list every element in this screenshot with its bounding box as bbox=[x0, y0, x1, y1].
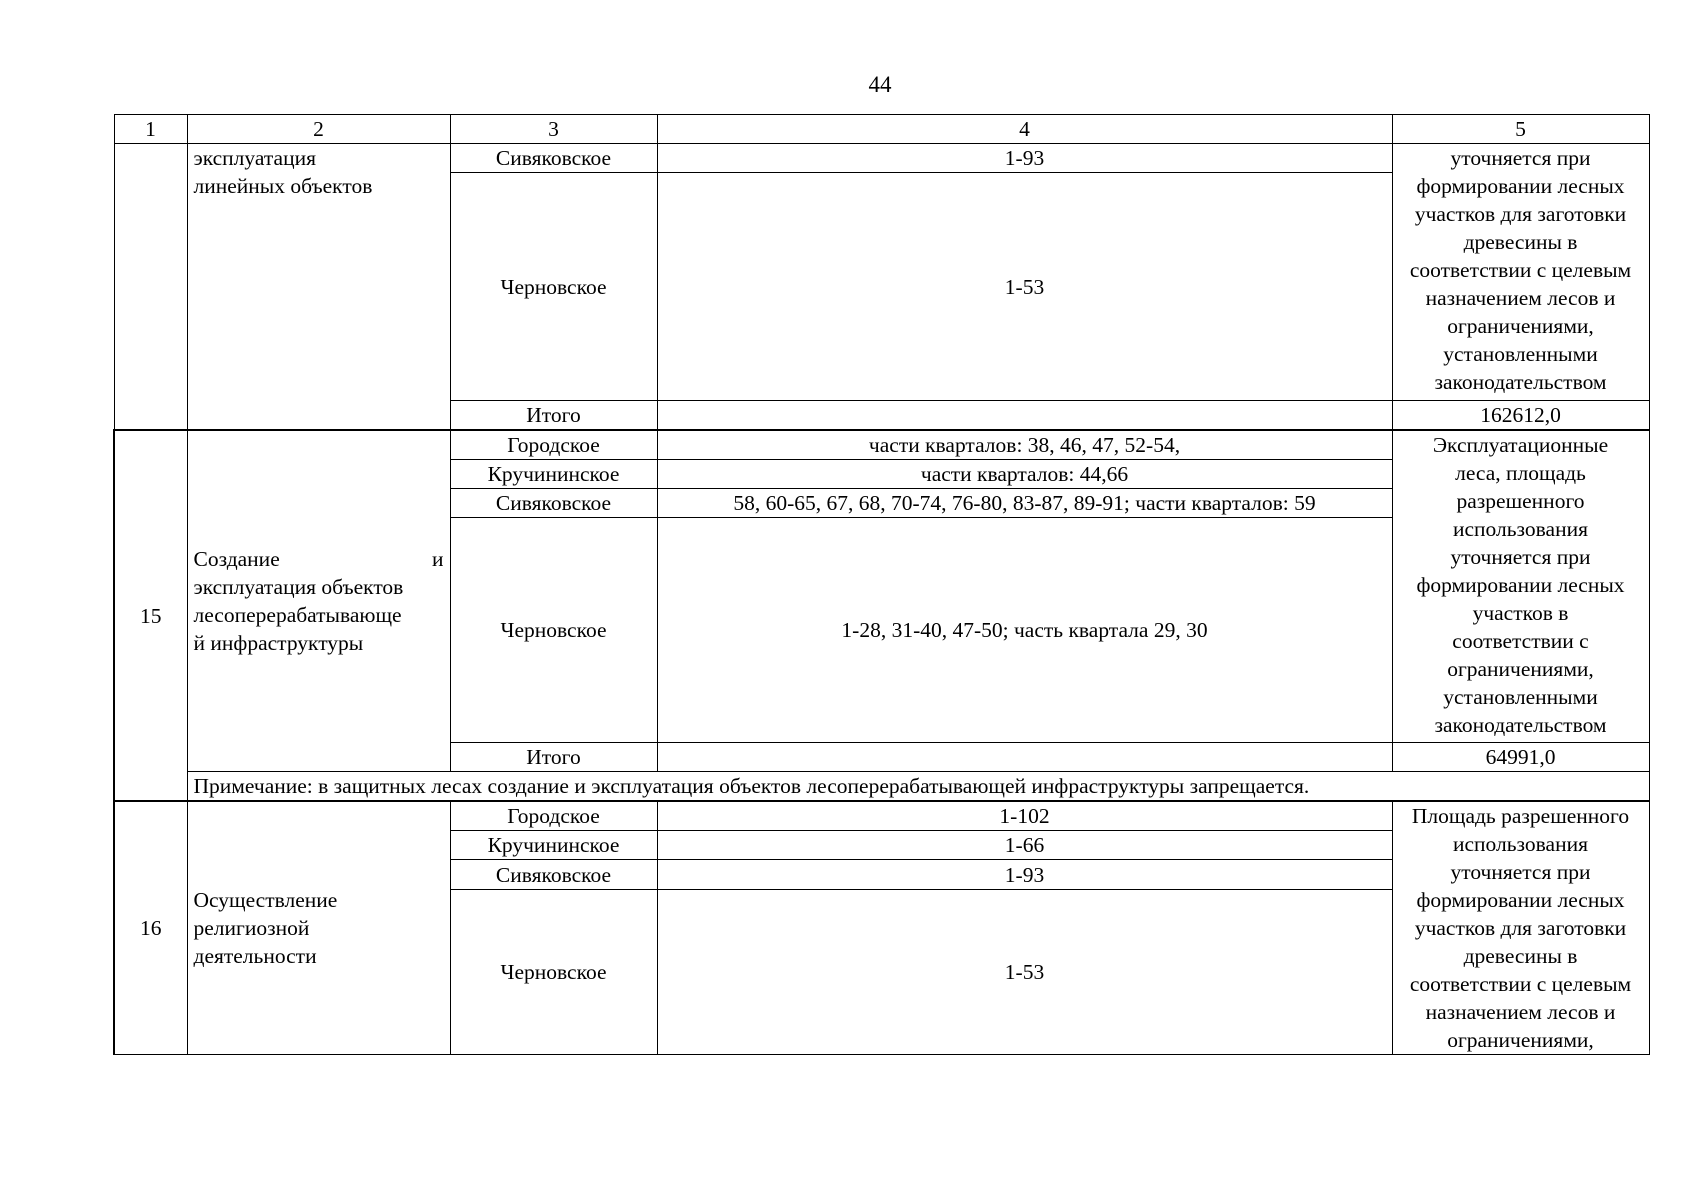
quarters-cell: 1-102 bbox=[657, 801, 1392, 831]
note-line: ограничениями, bbox=[1447, 657, 1594, 681]
note-cell bbox=[1392, 430, 1649, 743]
activity-line: Осуществление bbox=[193, 888, 338, 912]
note-line: древесины в bbox=[1463, 944, 1578, 968]
note-line: назначением лесов и bbox=[1425, 1000, 1616, 1024]
activity-cell bbox=[187, 144, 450, 431]
row-number-cell bbox=[114, 144, 187, 431]
activity-cell bbox=[187, 801, 450, 1055]
quarters-cell: части кварталов: 44,66 bbox=[657, 460, 1392, 489]
page-number: 44 bbox=[868, 72, 892, 97]
total-value: 162612,0 bbox=[1392, 401, 1649, 431]
activity-line: лесоперерабатывающе bbox=[193, 603, 402, 627]
note-line: уточняется при bbox=[1450, 860, 1591, 884]
forestry-cell: Городское bbox=[450, 430, 657, 460]
table-row bbox=[114, 801, 1649, 831]
forest-use-table bbox=[113, 114, 1650, 1055]
total-value: 64991,0 bbox=[1392, 743, 1649, 772]
quarters-cell: 1-28, 31-40, 47-50; часть квартала 29, 30 bbox=[657, 518, 1392, 743]
note-line: законодательством bbox=[1434, 713, 1607, 737]
forestry-cell: Черновское bbox=[450, 518, 657, 743]
activity-line: й инфраструктуры bbox=[193, 631, 364, 655]
forestry-cell: Черновское bbox=[450, 173, 657, 401]
header-col-1: 1 bbox=[114, 115, 187, 144]
note-cell bbox=[1392, 801, 1649, 1055]
forestry-cell: Кручининское bbox=[450, 831, 657, 860]
header-col-2: 2 bbox=[187, 115, 450, 144]
total-label: Итого bbox=[450, 401, 657, 431]
note-line: разрешенного bbox=[1456, 489, 1585, 513]
header-col-4: 4 bbox=[657, 115, 1392, 144]
note-line: участков в bbox=[1472, 601, 1569, 625]
quarters-cell: 58, 60-65, 67, 68, 70-74, 76-80, 83-87, 89-91; части кварталов: 59 bbox=[657, 489, 1392, 518]
remark-text: Примечание: в защитных лесах создание и эксплуатация объектов лесоперерабатывающей инфраструктуры запрещается. bbox=[187, 772, 1649, 802]
row-number-cell: 15 bbox=[114, 430, 187, 801]
note-line: формировании лесных bbox=[1416, 174, 1625, 198]
note-line: уточняется при bbox=[1450, 146, 1591, 170]
note-line: соответствии с bbox=[1452, 629, 1589, 653]
note-line: уточняется при bbox=[1450, 545, 1591, 569]
forestry-cell: Сивяковское bbox=[450, 144, 657, 173]
forestry-cell: Черновское bbox=[450, 889, 657, 1054]
note-line: участков для заготовки bbox=[1414, 916, 1627, 940]
note-line: установленными bbox=[1443, 685, 1598, 709]
quarters-cell: части кварталов: 38, 46, 47, 52-54, bbox=[657, 430, 1392, 460]
note-line: соответствии с целевым bbox=[1409, 972, 1632, 996]
note-line: ограничениями, bbox=[1447, 314, 1594, 338]
header-col-5: 5 bbox=[1392, 115, 1649, 144]
forestry-cell: Сивяковское bbox=[450, 489, 657, 518]
table-row bbox=[114, 430, 1649, 460]
forestry-cell: Городское bbox=[450, 801, 657, 831]
note-line: ограничениями, bbox=[1447, 1028, 1594, 1052]
table-row bbox=[114, 144, 1649, 173]
quarters-cell: 1-93 bbox=[657, 860, 1392, 889]
note-line: установленными bbox=[1443, 342, 1598, 366]
header-col-3: 3 bbox=[450, 115, 657, 144]
activity-line: эксплуатация bbox=[193, 146, 316, 170]
note-line: использования bbox=[1453, 517, 1588, 541]
quarters-cell: 1-93 bbox=[657, 144, 1392, 173]
note-line: Площадь разрешенного bbox=[1411, 804, 1630, 828]
note-line: древесины в bbox=[1463, 230, 1578, 254]
activity-first-line bbox=[194, 545, 444, 573]
note-line: использования bbox=[1453, 832, 1588, 856]
quarters-cell: 1-53 bbox=[657, 173, 1392, 401]
note-line: формировании лесных bbox=[1416, 888, 1625, 912]
activity-line: религиозной bbox=[193, 916, 310, 940]
row-number-cell: 16 bbox=[114, 801, 187, 1055]
note-line: законодательством bbox=[1434, 370, 1607, 394]
note-line: соответствии с целевым bbox=[1409, 258, 1632, 282]
activity-line: линейных объектов bbox=[193, 174, 373, 198]
activity-word: и bbox=[431, 547, 444, 571]
activity-cell bbox=[187, 430, 450, 772]
total-empty-cell bbox=[657, 743, 1392, 772]
note-line: участков для заготовки bbox=[1414, 202, 1627, 226]
note-cell bbox=[1392, 144, 1649, 401]
forestry-cell: Сивяковское bbox=[450, 860, 657, 889]
forestry-cell: Кручининское bbox=[450, 460, 657, 489]
activity-line: эксплуатация объектов bbox=[193, 575, 404, 599]
quarters-cell: 1-66 bbox=[657, 831, 1392, 860]
activity-line: деятельности bbox=[193, 944, 317, 968]
header-row bbox=[114, 115, 1649, 144]
activity-word: Создание bbox=[193, 547, 280, 571]
note-line: формировании лесных bbox=[1416, 573, 1625, 597]
total-empty-cell bbox=[657, 401, 1392, 431]
total-label: Итого bbox=[450, 743, 657, 772]
note-line: Эксплуатационные bbox=[1432, 433, 1609, 457]
note-line: леса, площадь bbox=[1455, 461, 1586, 485]
quarters-cell: 1-53 bbox=[657, 889, 1392, 1054]
note-line: назначением лесов и bbox=[1425, 286, 1616, 310]
remark-row bbox=[114, 772, 1649, 802]
